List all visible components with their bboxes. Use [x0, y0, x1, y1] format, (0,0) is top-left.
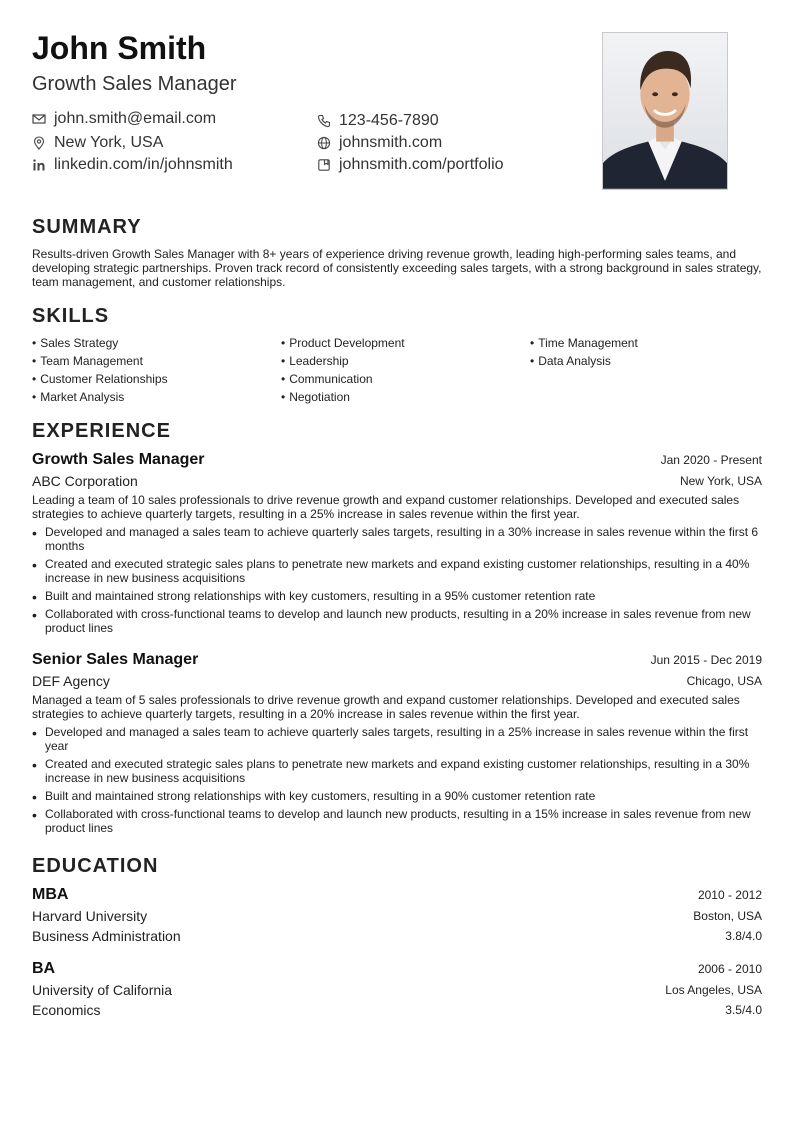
contact-website-text: johnsmith.com: [339, 134, 443, 151]
edu-field: Economics: [32, 1002, 101, 1018]
contact-email-text: john.smith@email.com: [54, 110, 217, 127]
contact-phone[interactable]: [317, 112, 439, 130]
job-bullet: • Developed and managed a sales team to achieve quarterly sales targets, resulting in a 30% increase in sales revenue within the first 6 months: [32, 525, 762, 553]
job-dates: Jan 2020 - Present: [660, 453, 762, 467]
edu-location: Los Angeles, USA: [665, 983, 762, 997]
job-title: Growth Sales Manager: [32, 451, 205, 468]
job-title: Senior Sales Manager: [32, 651, 199, 668]
job-bullets: [32, 725, 762, 839]
job-location: Chicago, USA: [686, 674, 762, 688]
contact-linkedin-text: linkedin.com/in/johnsmith: [54, 156, 233, 173]
edu-field: Business Administration: [32, 928, 181, 944]
skill-item: • Product Development: [281, 336, 405, 350]
job-location: New York, USA: [679, 474, 762, 488]
skill-item: • Customer Relationships: [32, 372, 168, 386]
edu-dates: 2010 - 2012: [697, 888, 762, 902]
profile-photo: [602, 32, 728, 190]
candidate-title: Growth Sales Manager: [32, 73, 237, 95]
job-bullet: • Created and executed strategic sales plans to penetrate new markets and expand existing customer relationships, resulting in a 30% increase in new business acquisitions: [32, 757, 762, 785]
linkedin-icon: [32, 158, 46, 172]
edu-location: Boston, USA: [693, 909, 762, 923]
contact-location-text: New York, USA: [54, 134, 164, 151]
portfolio-icon: [317, 158, 331, 172]
job-bullet: • Built and maintained strong relationships with key customers, resulting in a 90% customer retention rate: [32, 789, 762, 803]
experience-heading: EXPERIENCE: [32, 420, 171, 442]
candidate-name: John Smith: [32, 30, 207, 66]
skill-item: • Team Management: [32, 354, 143, 368]
edu-degree: BA: [32, 960, 56, 977]
job-bullet: • Created and executed strategic sales plans to penetrate new markets and expand existing customer relationships, resulting in a 40% increase in new business acquisitions: [32, 557, 762, 585]
edu-degree: MBA: [32, 886, 69, 903]
job-bullet: • Built and maintained strong relationships with key customers, resulting in a 95% customer retention rate: [32, 589, 762, 603]
skill-item: • Time Management: [530, 336, 638, 350]
job-description: Leading a team of 10 sales professionals to drive revenue growth and expand customer relationships. Developed and executed sales strategies to achieve quarterly targets, resulting in a 25% increase in sales revenue within the first year.: [32, 493, 740, 521]
job-dates: Jun 2015 - Dec 2019: [650, 653, 762, 667]
map-pin-icon: [32, 136, 46, 150]
edu-dates: 2006 - 2010: [697, 962, 762, 976]
skill-item: • Leadership: [281, 354, 349, 368]
edu-gpa: 3.8/4.0: [725, 929, 762, 943]
job-description: Managed a team of 5 sales professionals to drive revenue growth and expand customer relationships. Developed and executed sales strategies to achieve quarterly targets, resulting in a 20% increase in sales revenue within the first year.: [32, 693, 740, 721]
job-bullet: • Developed and managed a sales team to achieve quarterly sales targets, resulting in a 25% increase in sales revenue within the first year: [32, 725, 762, 753]
skill-item: • Market Analysis: [32, 390, 124, 404]
job-bullet: • Collaborated with cross-functional teams to develop and launch new products, resulting in a 20% increase in sales revenue from new product lines: [32, 607, 762, 635]
edu-school: University of California: [32, 982, 173, 998]
phone-icon: [317, 114, 331, 128]
contact-location: [32, 134, 163, 152]
skill-item: • Sales Strategy: [32, 336, 118, 350]
summary-text: Results-driven Growth Sales Manager with 8+ years of experience driving revenue growth, leading high-performing sales teams, and developing strategic partnerships. Proven track record of consistently exceeding sales targets, with a strong background in sales strategy, team management, and customer relationships.: [32, 247, 762, 289]
job-bullets: [32, 525, 762, 639]
contact-email[interactable]: [32, 110, 216, 128]
profile-photo-graphic: [603, 33, 727, 189]
edu-gpa: 3.5/4.0: [725, 1003, 762, 1017]
summary-heading: SUMMARY: [32, 216, 142, 238]
globe-icon: [317, 136, 331, 150]
contact-website[interactable]: [317, 134, 442, 152]
job-company: ABC Corporation: [32, 473, 138, 489]
contact-phone-text: 123-456-7890: [339, 112, 439, 129]
skill-item: • Communication: [281, 372, 373, 386]
mail-icon: [32, 112, 46, 126]
skill-item: • Negotiation: [281, 390, 350, 404]
skill-item: • Data Analysis: [530, 354, 611, 368]
job-bullet: • Collaborated with cross-functional teams to develop and launch new products, resulting in a 15% increase in sales revenue from new product lines: [32, 807, 762, 835]
contact-portfolio-text: johnsmith.com/portfolio: [339, 156, 504, 173]
education-heading: EDUCATION: [32, 855, 159, 877]
contact-portfolio[interactable]: [317, 156, 504, 174]
job-company: DEF Agency: [32, 673, 110, 689]
edu-school: Harvard University: [32, 908, 148, 924]
skills-heading: SKILLS: [32, 305, 110, 327]
contact-linkedin[interactable]: [32, 156, 233, 174]
